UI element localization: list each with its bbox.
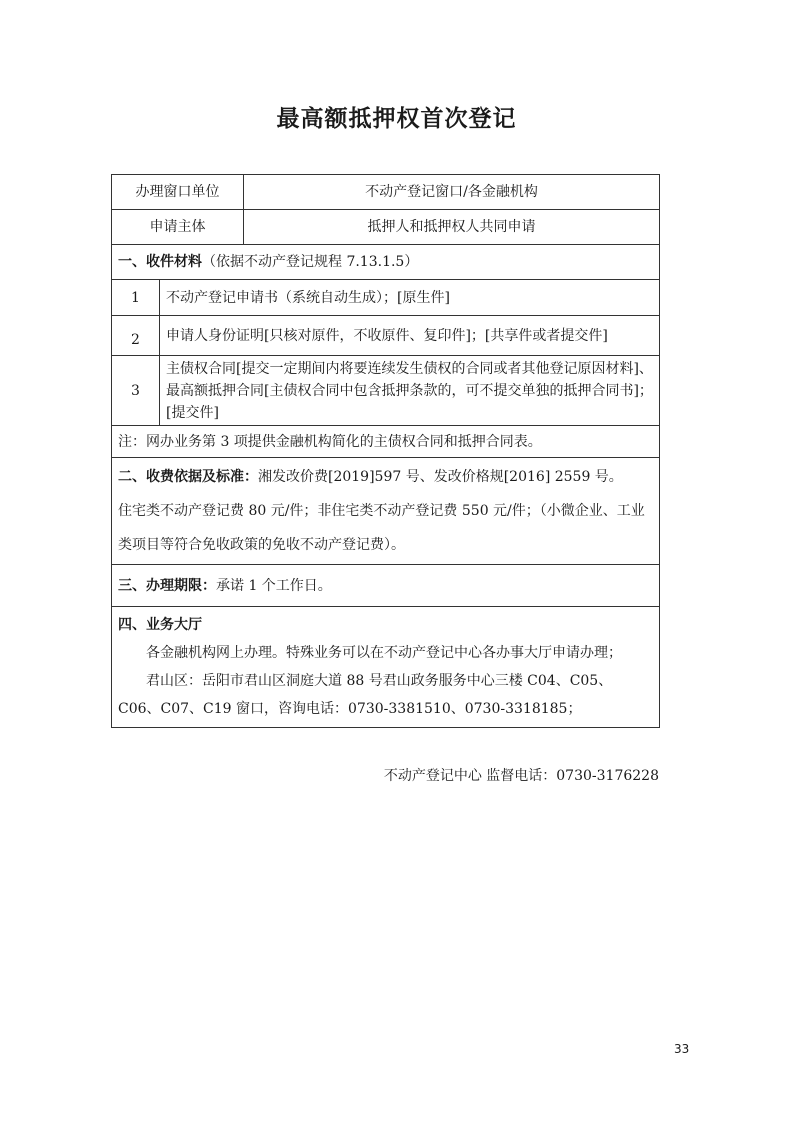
applicant-value: 抵押人和抵押权人共同申请: [244, 210, 660, 245]
fees-standard: 住宅类不动产登记费 80 元/件；非住宅类不动产登记费 550 元/件；（小微企业、工业类项目等符合免收政策的免收不动产登记费）。: [118, 503, 645, 553]
procedure-table: [111, 174, 660, 728]
deadline-row: [112, 565, 660, 607]
deadline-cell: [112, 565, 660, 607]
fees-basis: 湘发改价费[2019]597 号、发改价格规[2016] 2559 号。: [258, 469, 623, 485]
page-title: 最高额抵押权首次登记: [276, 106, 517, 132]
materials-heading-row: [112, 245, 660, 280]
applicant-row: [112, 210, 660, 245]
supervision-phone: 不动产登记中心 监督电话：0730-3176228: [383, 768, 659, 784]
office-label: 办理窗口单位: [112, 175, 244, 210]
materials-note: 注：网办业务第 3 项提供金融机构简化的主债权合同和抵押合同表。: [112, 426, 660, 458]
page-number: 33: [674, 1042, 690, 1056]
material-row: [112, 280, 660, 316]
office-row: [112, 175, 660, 210]
office-value: 不动产登记窗口/各金融机构: [244, 175, 660, 210]
material-number: 2: [112, 316, 160, 356]
material-text: 申请人身份证明[只核对原件，不收原件、复印件]；[共享件或者提交件]: [160, 316, 660, 356]
materials-heading: 一、收件材料: [118, 254, 202, 270]
materials-basis: （依据不动产登记规程 7.13.1.5）: [202, 254, 419, 270]
fees-row: [112, 458, 660, 565]
hall-online-text: 各金融机构网上办理。特殊业务可以在不动产登记中心各办事大厅申请办理；: [146, 645, 622, 661]
materials-heading-cell: [112, 245, 660, 280]
hall-row: [112, 607, 660, 728]
hall-heading: 四、业务大厅: [118, 617, 202, 633]
fees-heading: 二、收费依据及标准：: [118, 469, 258, 485]
hall-cell: [112, 607, 660, 728]
material-text: 主债权合同[提交一定期间内将要连续发生债权的合同或者其他登记原因材料]、最高额抵押合同[主债权合同中包含抵押条款的，可不提交单独的抵押合同书]；[提交件]: [160, 356, 660, 426]
hall-junshan-text: 君山区：岳阳市君山区洞庭大道 88 号君山政务服务中心三楼 C04、C05、C06、C07、C19 窗口，咨询电话：0730-3381510、0730-3318185；: [118, 673, 613, 717]
material-number: 3: [112, 356, 160, 426]
material-row: [112, 316, 660, 356]
material-number: 1: [112, 280, 160, 316]
fees-cell: [112, 458, 660, 565]
note-row: [112, 426, 660, 458]
material-text: 不动产登记申请书（系统自动生成）；[原生件]: [160, 280, 660, 316]
deadline-heading: 三、办理期限：: [118, 577, 216, 594]
material-row: [112, 356, 660, 426]
applicant-label: 申请主体: [112, 210, 244, 245]
deadline-text: 承诺 1 个工作日。: [216, 577, 332, 594]
